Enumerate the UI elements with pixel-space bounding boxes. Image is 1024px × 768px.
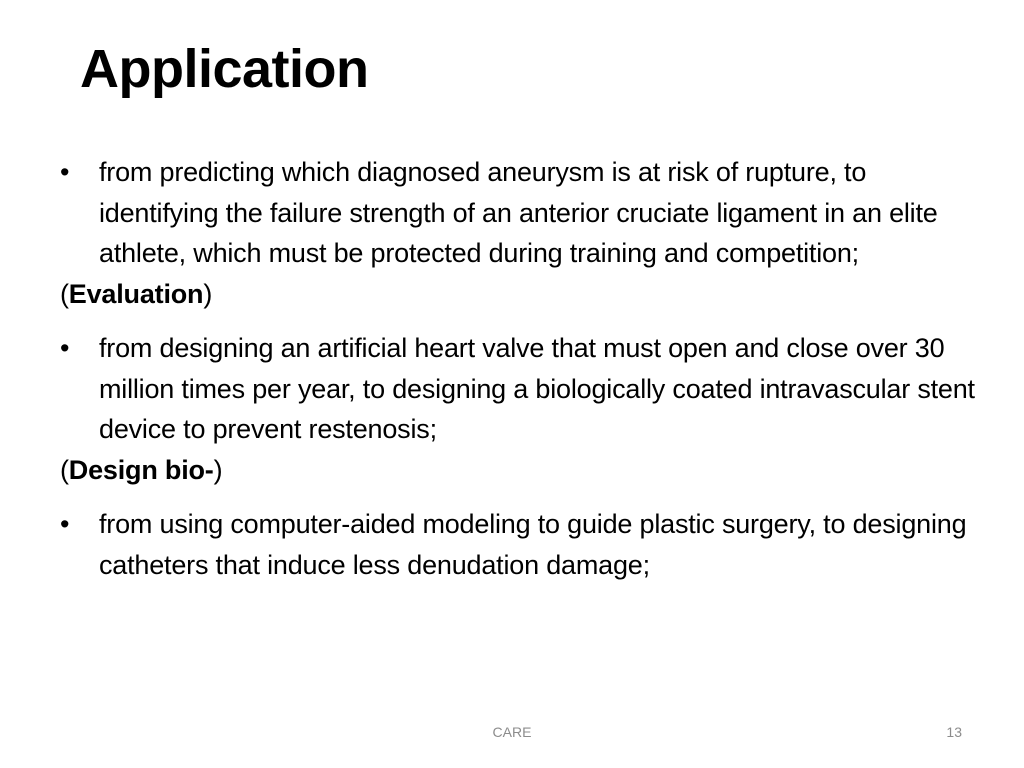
category-name: Design bio- xyxy=(68,454,214,485)
bullet-item xyxy=(60,504,980,585)
slide-title: Application xyxy=(80,39,369,99)
bullet-text: from using computer-aided modeling to guide plastic surgery, to designing catheters that induce less denudation damage; xyxy=(99,509,967,580)
category-close-paren: ) xyxy=(213,454,223,485)
bullet-text: from designing an artificial heart valve that must open and close over 30 million times per year, to designing a biologically coated intravascular stent device to prevent restenosis; xyxy=(99,333,975,444)
category-close-paren: ) xyxy=(203,278,213,309)
category-label xyxy=(60,274,980,315)
bullet-dot-icon: • xyxy=(60,333,70,363)
category-label xyxy=(60,450,980,491)
category-name: Evaluation xyxy=(68,278,204,309)
category-open-paren: ( xyxy=(60,278,69,309)
bullet-item xyxy=(60,152,980,274)
bullet-text: from predicting which diagnosed aneurysm is at risk of rupture, to identifying the failure strength of an anterior cruciate ligament in an elite athlete, which must be protected during training and competition; xyxy=(99,157,938,268)
bullet-item xyxy=(60,328,980,450)
bullet-dot-icon: • xyxy=(60,509,70,539)
slide-content xyxy=(60,152,980,585)
bullet-dot-icon: • xyxy=(60,157,70,187)
footer-label: CARE xyxy=(492,724,532,740)
category-open-paren: ( xyxy=(60,454,69,485)
page-number: 13 xyxy=(946,724,962,740)
